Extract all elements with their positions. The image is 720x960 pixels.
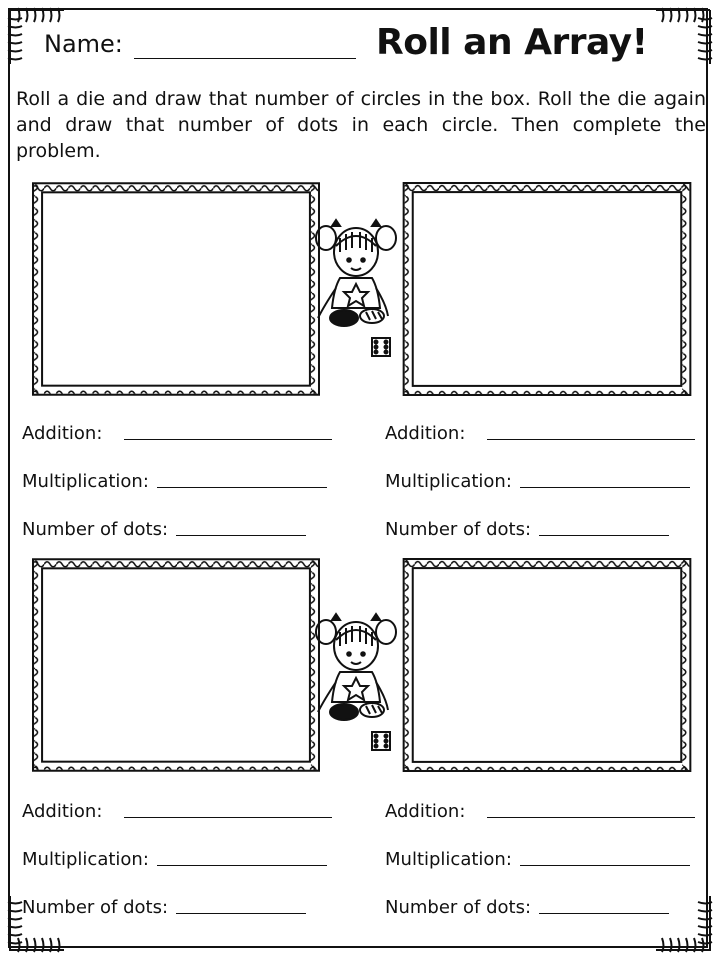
girl-with-die-icon: [306, 610, 406, 762]
multiplication-label: Multiplication:: [22, 849, 149, 870]
name-label: Name:: [44, 30, 123, 58]
multiplication-label: Multiplication:: [385, 849, 512, 870]
addition-label: Addition:: [385, 423, 466, 444]
multiplication-field-1[interactable]: [22, 468, 327, 492]
addition-field-3[interactable]: [22, 798, 332, 822]
addition-field-1[interactable]: [22, 420, 332, 444]
multiplication-label: Multiplication:: [385, 471, 512, 492]
corner-decoration-icon: [652, 4, 716, 68]
multiplication-field-2[interactable]: [385, 468, 690, 492]
drawing-box-1[interactable]: [32, 182, 320, 396]
multiplication-field-4[interactable]: [385, 846, 690, 870]
drawing-box-2[interactable]: [402, 182, 692, 396]
name-input-line[interactable]: [134, 58, 356, 59]
dots-label: Number of dots:: [22, 897, 169, 918]
dots-field-3[interactable]: [22, 894, 306, 918]
dots-field-2[interactable]: [385, 516, 669, 540]
addition-label: Addition:: [385, 801, 466, 822]
addition-field-4[interactable]: [385, 798, 695, 822]
page-title: Roll an Array!: [376, 22, 648, 63]
dots-label: Number of dots:: [385, 519, 532, 540]
dots-label: Number of dots:: [385, 897, 532, 918]
addition-label: Addition:: [22, 423, 103, 444]
dots-field-4[interactable]: [385, 894, 669, 918]
drawing-box-3[interactable]: [32, 558, 320, 772]
drawing-box-4[interactable]: [402, 558, 692, 772]
instructions: Roll a die and draw that number of circles in the box. Roll the die again and draw that number of dots in each circle. Then complete the problem.: [16, 88, 706, 162]
girl-with-die-icon: [306, 216, 406, 368]
addition-field-2[interactable]: [385, 420, 695, 444]
multiplication-label: Multiplication:: [22, 471, 149, 492]
multiplication-field-3[interactable]: [22, 846, 327, 870]
dots-label: Number of dots:: [22, 519, 169, 540]
addition-label: Addition:: [22, 801, 103, 822]
dots-field-1[interactable]: [22, 516, 306, 540]
